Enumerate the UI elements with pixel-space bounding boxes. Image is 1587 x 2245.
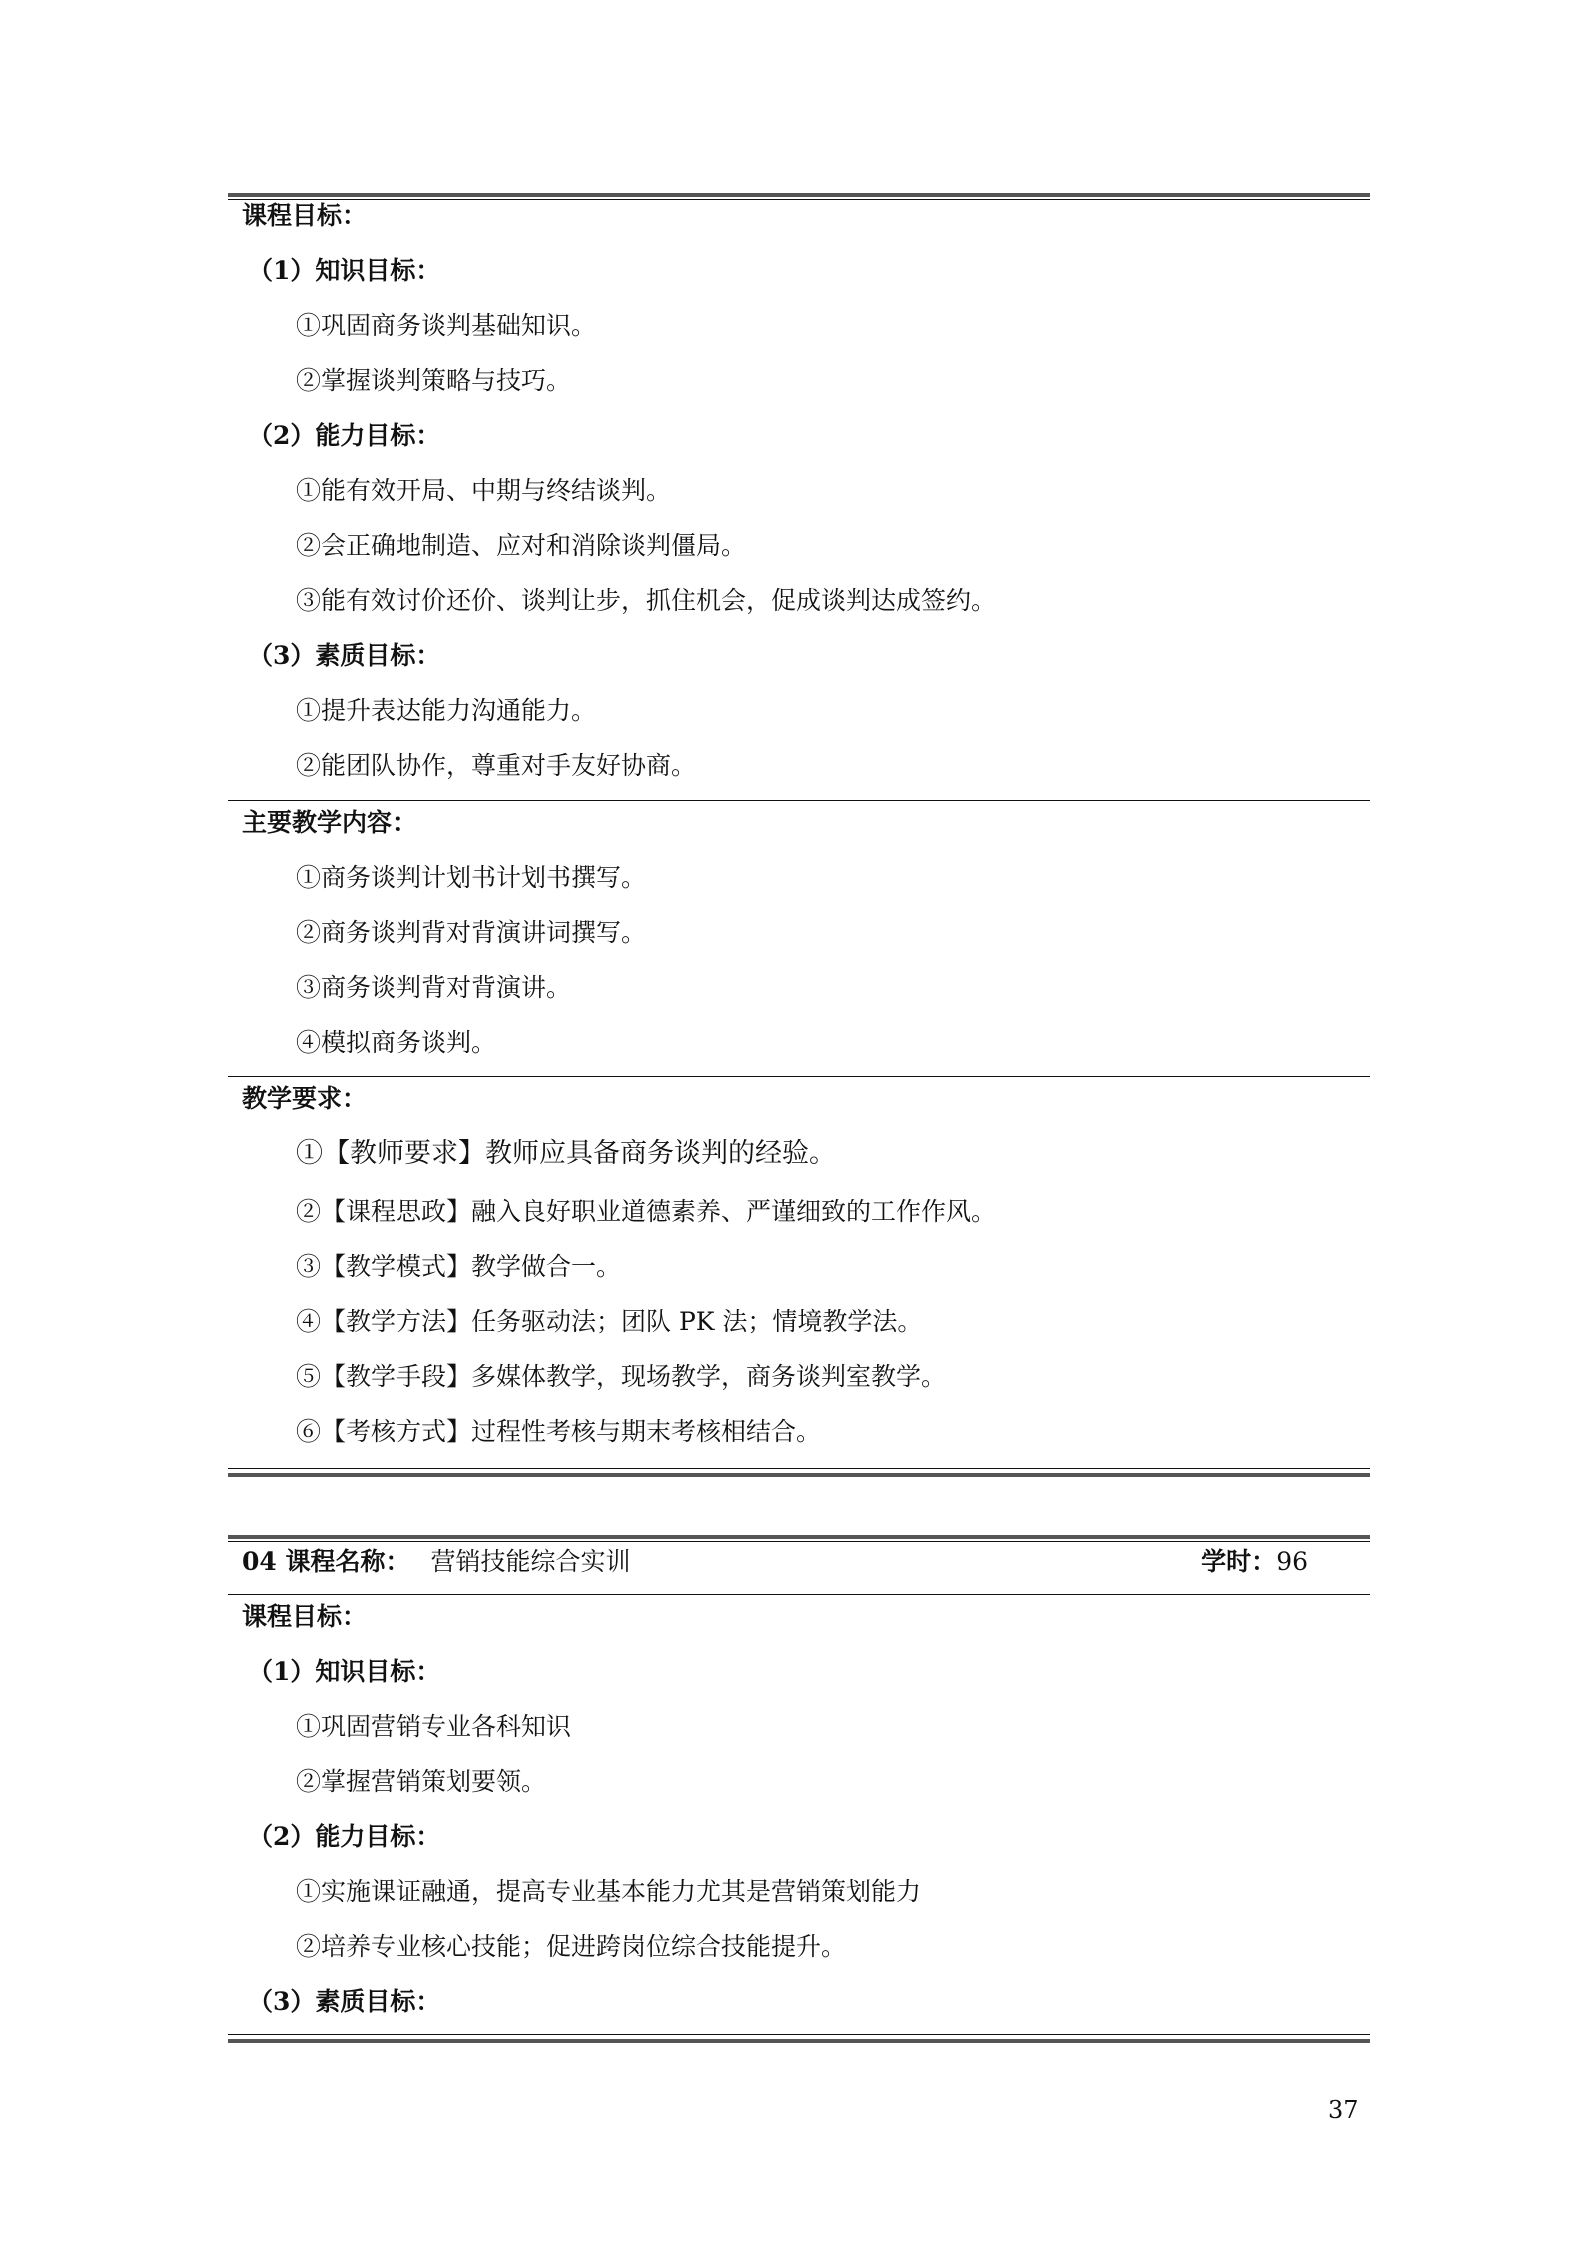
hours-value: 96	[1276, 1547, 1308, 1576]
knowledge-item: ①巩固商务谈判基础知识。	[296, 311, 597, 340]
requirement-item: ⑤【教学手段】多媒体教学，现场教学，商务谈判室教学。	[296, 1362, 947, 1391]
course-goals-heading: 课程目标：	[242, 1602, 368, 1631]
bottom-rule-inner	[228, 2034, 1370, 2035]
top-rule-inner	[228, 1541, 1370, 1542]
ability-item: ①能有效开局、中期与终结谈判。	[296, 476, 672, 505]
quality-goals-heading: （3）素质目标：	[248, 1987, 441, 2016]
hours-label: 学时：	[1201, 1547, 1277, 1576]
top-rule	[228, 193, 1370, 197]
requirement-item: ①【教师要求】教师应具备商务谈判的经验。	[296, 1138, 836, 1169]
ability-item: ②会正确地制造、应对和消除谈判僵局。	[296, 531, 747, 560]
knowledge-goals-heading: （1）知识目标：	[248, 1657, 441, 1686]
quality-item: ②能团队协作，尊重对手友好协商。	[296, 751, 697, 780]
quality-goals-heading: （3）素质目标：	[248, 641, 441, 670]
ability-item: ③能有效讨价还价、谈判让步，抓住机会，促成谈判达成签约。	[296, 586, 997, 615]
course-goals-heading: 课程目标：	[242, 201, 368, 230]
bottom-rule-inner	[228, 1468, 1370, 1469]
ability-item: ②培养专业核心技能；促进跨岗位综合技能提升。	[296, 1932, 847, 1961]
page-number: 37	[1328, 2096, 1359, 2124]
course-hours	[1201, 1545, 1308, 1579]
section-divider	[228, 1594, 1370, 1595]
requirement-item: ③【教学模式】教学做合一。	[296, 1252, 622, 1281]
bottom-rule	[228, 2039, 1370, 2043]
requirement-item: ⑥【考核方式】过程性考核与期末考核相结合。	[296, 1417, 822, 1446]
section-divider	[228, 800, 1370, 801]
content-item: ③商务谈判背对背演讲。	[296, 973, 572, 1002]
content-item: ②商务谈判背对背演讲词撰写。	[296, 918, 647, 947]
course-name-row	[242, 1545, 631, 1579]
ability-goals-heading: （2）能力目标：	[248, 421, 441, 450]
course-name-label: 04 课程名称：	[242, 1547, 411, 1576]
top-rule	[228, 1535, 1370, 1539]
teaching-requirements-heading: 教学要求：	[242, 1084, 368, 1113]
knowledge-item: ②掌握营销策划要领。	[296, 1767, 547, 1796]
requirement-item: ④【教学方法】任务驱动法；团队 PK 法；情境教学法。	[296, 1307, 923, 1336]
ability-item: ①实施课证融通，提高专业基本能力尤其是营销策划能力	[296, 1877, 922, 1906]
teaching-content-heading: 主要教学内容：	[242, 808, 418, 837]
bottom-rule	[228, 1473, 1370, 1477]
ability-goals-heading: （2）能力目标：	[248, 1822, 441, 1851]
section-divider	[228, 1076, 1370, 1077]
quality-item: ①提升表达能力沟通能力。	[296, 696, 597, 725]
knowledge-item: ①巩固营销专业各科知识	[296, 1712, 572, 1741]
top-rule-inner	[228, 199, 1370, 200]
content-item: ④模拟商务谈判。	[296, 1028, 497, 1057]
knowledge-item: ②掌握谈判策略与技巧。	[296, 366, 572, 395]
content-item: ①商务谈判计划书计划书撰写。	[296, 863, 647, 892]
requirement-item: ②【课程思政】融入良好职业道德素养、严谨细致的工作作风。	[296, 1197, 997, 1226]
course-name-value: 营销技能综合实训	[430, 1547, 631, 1576]
knowledge-goals-heading: （1）知识目标：	[248, 256, 441, 285]
